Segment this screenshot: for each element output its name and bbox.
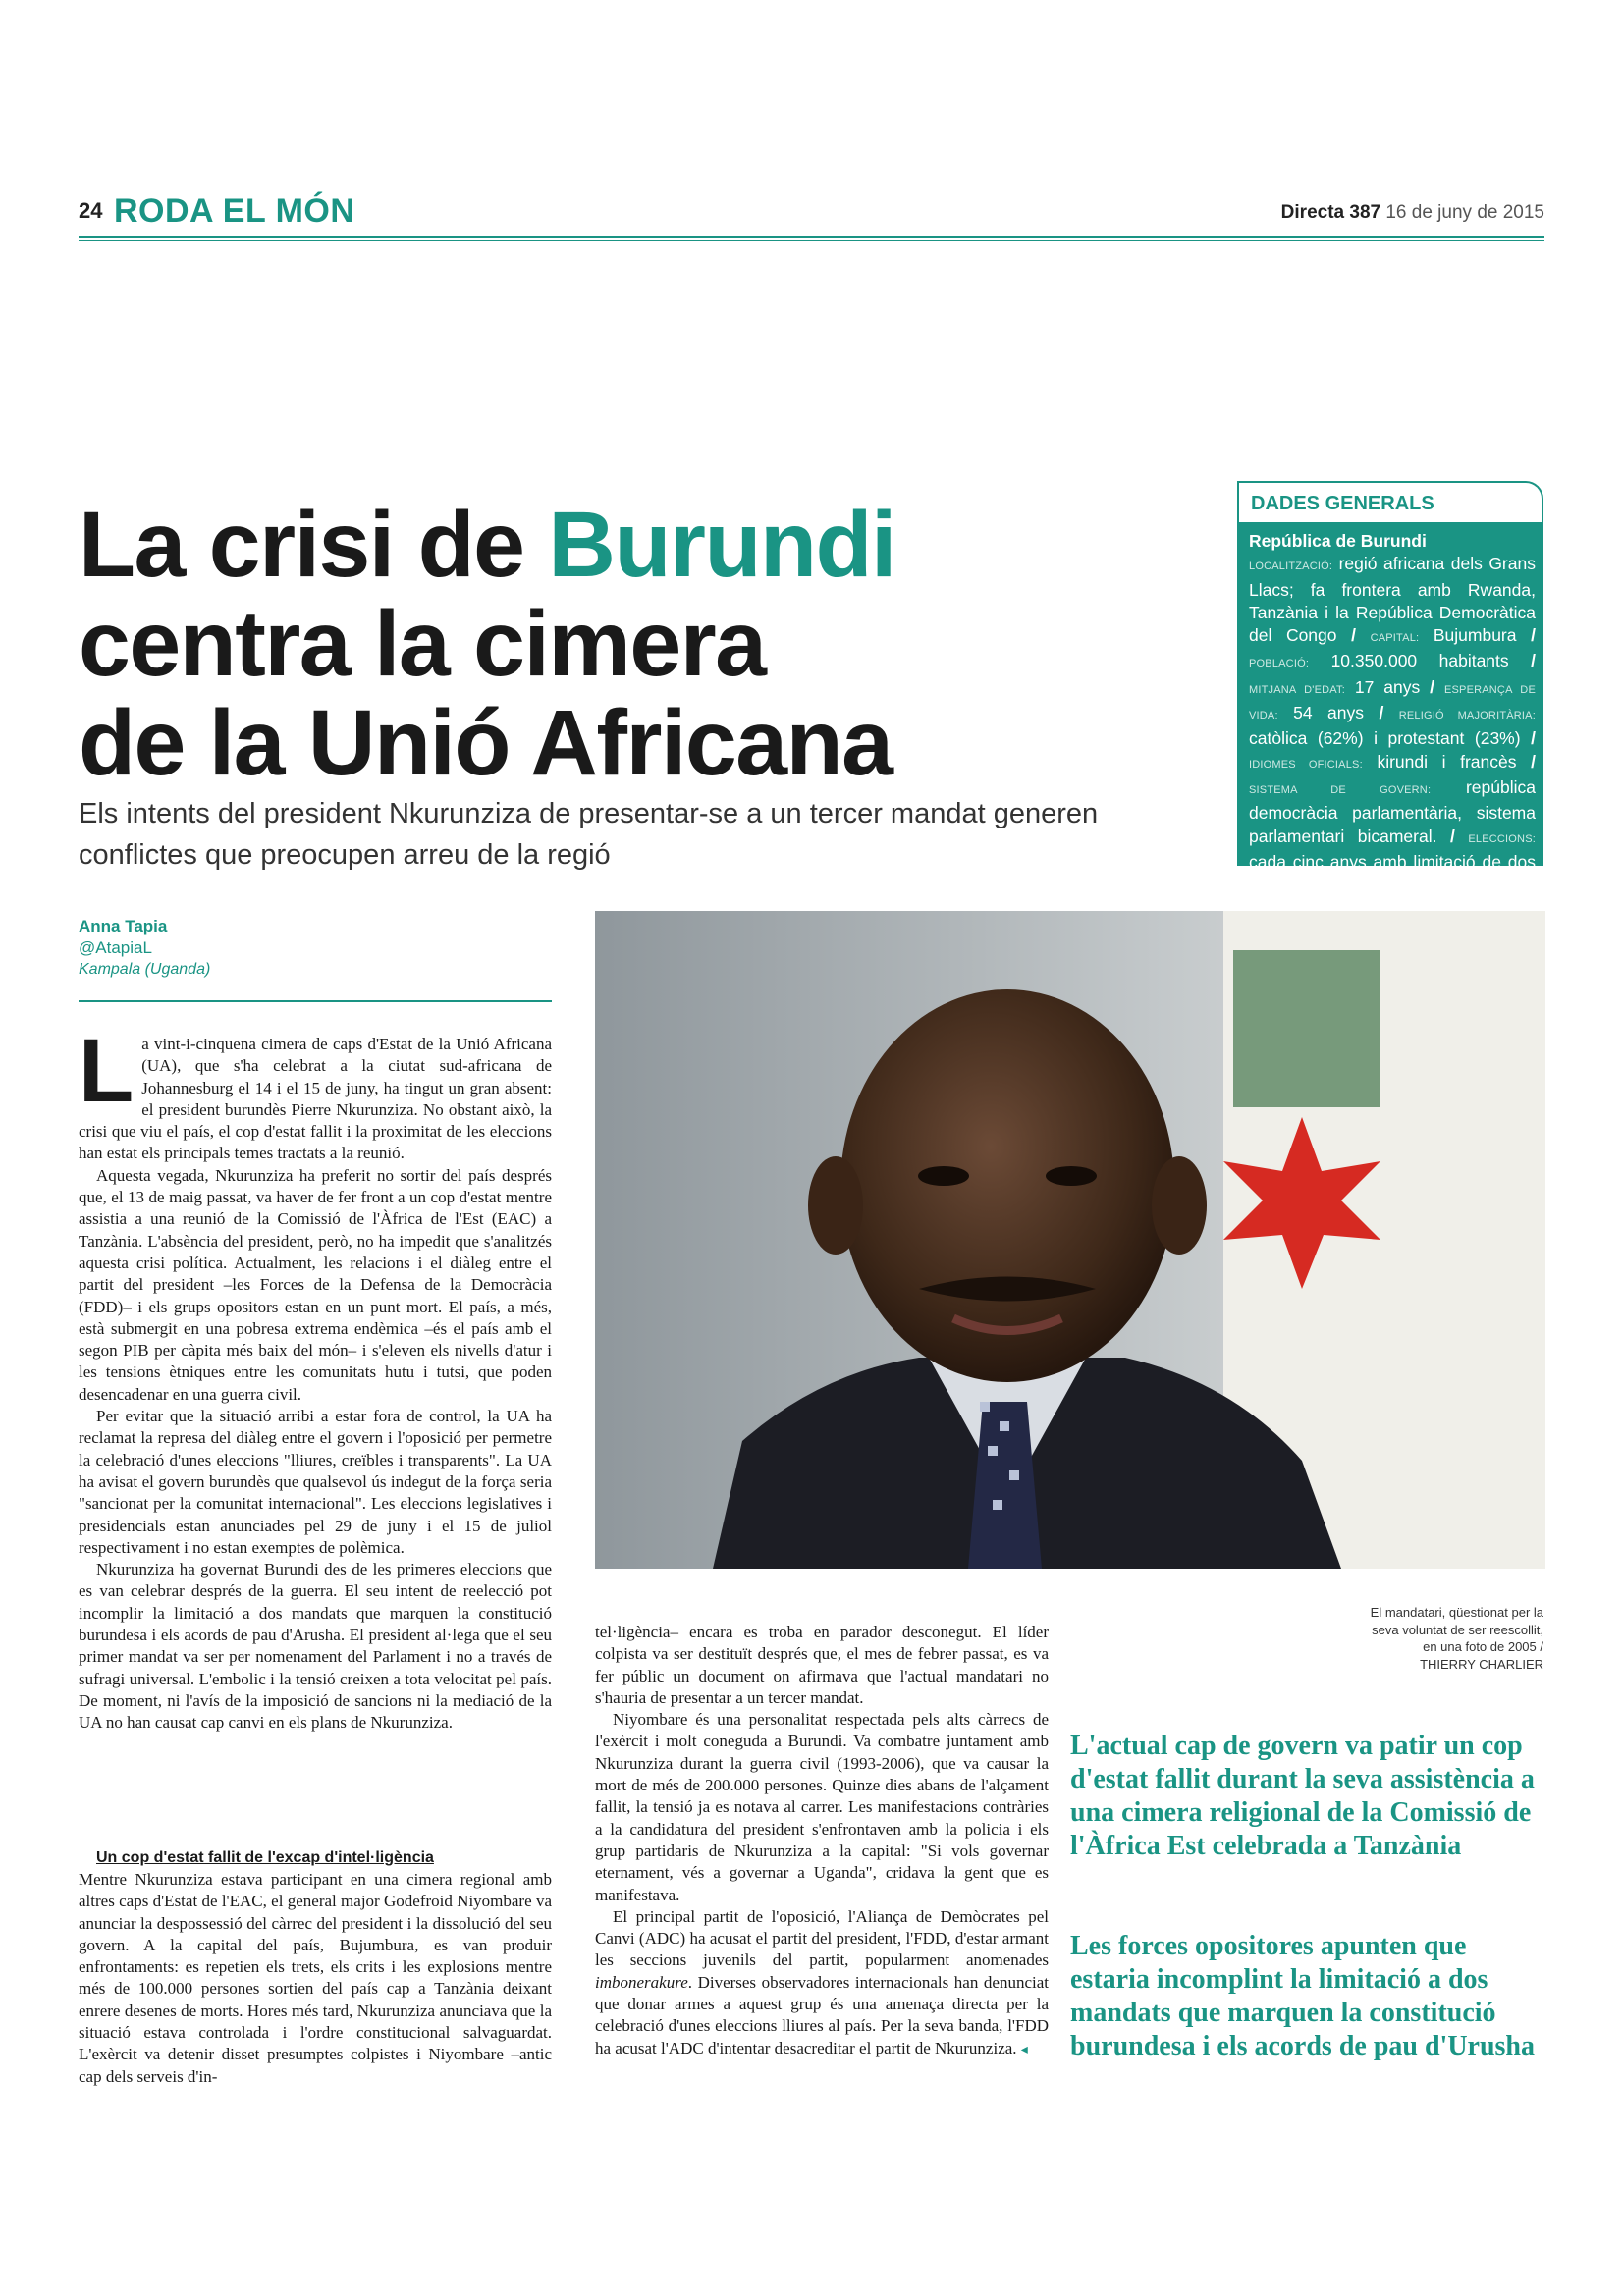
facts-title: DADES GENERALS bbox=[1251, 493, 1434, 514]
facts-country: República de Burundi bbox=[1249, 531, 1427, 551]
standfirst: Els intents del president Nkurunziza de presentar-se a un tercer mandat generen conflictes que preocupen arreu de la regió bbox=[79, 798, 1099, 871]
body-column-1-lower bbox=[79, 1847, 552, 2088]
body-paragraph: Per evitar que la situació arribi a estar fora de control, la UA ha reclamat la represa del diàleg entre el govern i l'oposició per permetre la celebració d'unes eleccions "lliures, creïbles i transparents". La UA ha avisat el govern burundès que qualsevol ús indegut de la força seria "sancionat per la comunitat internacional". Les eleccions legislatives i presidencials estan anunciades pel 29 de juny i el 15 de juliol respectivament i no estan exemptes de polèmica. bbox=[79, 1407, 552, 1557]
fact-value: kirundi i francès bbox=[1377, 751, 1517, 772]
fact-label: ESPERANÇA DE VIDA: bbox=[1249, 683, 1536, 722]
pull-quote: L'actual cap de govern va patir un cop d'estat fallit durant la seva assistència a una cimera religional de la Comissió de l'Àfrica Est celebrada a Tanzània bbox=[1070, 1731, 1535, 1861]
headline bbox=[79, 493, 1188, 795]
subheading: Un cop d'estat fallit de l'excap d'intel·ligència bbox=[96, 1849, 434, 1866]
body-paragraph: Nkurunziza ha governat Burundi des de les primeres eleccions que es van celebrar després de la guerra. El seu intent de reelecció pot incomplir la limitació a dos mandats que marquen la constitució burundesa i els acords de pau d'Arusha. El president al·lega que el seu primer mandat va ser per nomenament del Parlament i no a través de sufragi universal. L'embolic i la tensió creixen a tota velocitat pel país. De moment, ni l'avís de la imposició de sancions ni la mediació de la UA no han causat cap canvi en els plans de Nkurunziza. bbox=[79, 1560, 552, 1733]
body-paragraph bbox=[595, 1906, 1049, 2061]
fact-value: 54 anys bbox=[1293, 703, 1365, 723]
header-rule bbox=[79, 236, 1544, 238]
issue-date: 16 de juny de 2015 bbox=[1385, 202, 1544, 223]
fact-value: cada cinc anys amb limitació de dos mandats consecutius. bbox=[1249, 851, 1536, 895]
fact-label: ELECCIONS: bbox=[1468, 832, 1536, 845]
drop-cap: L bbox=[79, 1021, 135, 1121]
byline-rule bbox=[79, 1000, 552, 1002]
end-mark-icon: ◂ bbox=[1020, 2042, 1028, 2057]
fact-label: SISTEMA DE GOVERN: bbox=[1249, 783, 1432, 796]
fact-value: 10.350.000 habitants bbox=[1330, 651, 1509, 671]
facts-header bbox=[1239, 483, 1542, 522]
fact-label: CAPITAL: bbox=[1370, 632, 1420, 645]
publication-name: Directa 387 bbox=[1280, 202, 1381, 223]
body-paragraph: Niyombare és una personalitat respectada pels alts càrrecs de l'exèrcit i molt coneguda a Burundi. Va combatre juntament amb Nkurunziza durant la guerra civil (1993-2006), que va causar la mort de més de 200.000 persones. Quinze dies abans de l'alçament fallit, la tensió ja es notava al carrer. Les manifestacions contràries a la candidatura del president s'enfrontaven amb la policia i els grup partidaris de Nkurunziza a la capital: "Si vols governar eternament, vés a governar a Uganda", cridava la gent que es manifestava. bbox=[595, 1710, 1049, 1904]
fact-value: catòlica (62%) i protestant (23%) bbox=[1249, 728, 1521, 749]
paragraph-text: . Diverses observadores internacionals han denunciat que donar armes a aquest grup és una amenaça directa per la celebració d'unes eleccions lliures al país. Per la seva banda, l'FDD ha acusat l'ADC d'intentar desacreditar el partit de Nkurunziza. bbox=[595, 1972, 1049, 2057]
body-paragraph: Aquesta vegada, Nkurunziza ha preferit no sortir del país després que, el 13 de maig passat, va haver de fer front a un cop d'estat mentre assistia a una reunió de la Comissió de l'Àfrica de l'Est (EAC) a Tanzània. L'absència del president, però, no ha impedit que s'analitzés aquesta crisi política. Actualment, les relacions i el diàleg entre el partit del president –les Forces de la Defensa de la Democràcia (FDD)– i els grups opositors estan en un punt mort. El país, a més, està submergit en una pobresa extrema endèmica –és el país amb el segon PIB per càpita més baix del món– i s'eleven els nivells d'atur i les tensions ètniques entre les comunitats hutu i tutsi, que poden desencadenar en una guerra civil. bbox=[79, 1165, 552, 1404]
body-paragraph: tel·ligència– encara es troba en parador desconegut. El líder colpista va ser destituït després que, el mes de febrer passat, es va fer públic un document on afirmava que l'actual mandatari no s'hauria de presentar a un tercer mandat. bbox=[595, 1623, 1049, 1707]
facts-body: República de Burundi LOCALITZACIÓ: regió africana dels Grans Llacs; fa frontera amb Rwanda, Tanzània i la República Democràtica del Congo / CAPITAL: Bujumbura / POBLACIÓ: 10.350.000 habitants / MITJANA D'EDAT: 17 anys / ESPERANÇA DE VIDA: 54 anys / RELIGIÓ MAJORITÀRIA: catòlica (62%) i protestant (23%) / IDIOMES OFICIALS: kirundi i francès / SISTEMA DE GOVERN: república democràcia parlamentària, sistema parlamentari bicameral. / ELECCIONS: cada cinc anys amb limitació de dos mandats consecutius. bbox=[1249, 531, 1536, 895]
paragraph-text: El principal partit de l'oposició, l'Aliança de Demòcrates pel Canvi (ADC) ha acusat el partit del president, l'FDD, d'estar armant les seccions juvenils del partit, popularment anomenades bbox=[595, 1906, 1049, 1970]
headline-line2: centra la cimera bbox=[79, 592, 766, 696]
headline-highlight: Burundi bbox=[548, 493, 895, 597]
fact-value: regió africana dels Grans Llacs; fa frontera amb Rwanda, Tanzània i la República Democràtica del Congo bbox=[1249, 554, 1536, 646]
page-number: 24 bbox=[79, 198, 103, 223]
headline-part1: La crisi de bbox=[79, 493, 549, 597]
header-rule-thin bbox=[79, 240, 1544, 241]
fact-label: MITJANA D'EDAT: bbox=[1249, 683, 1345, 696]
fact-value: república democràcia parlamentària, sistema parlamentari bicameral. bbox=[1249, 776, 1536, 846]
italic-term: imbonerakure bbox=[595, 1972, 688, 1992]
photo-caption: El mandatari, qüestionat per la seva voluntat de ser reescollit, en una foto de 2005 / THIERRY CHARLIER bbox=[1370, 1605, 1543, 1672]
article-photo bbox=[595, 911, 1545, 1569]
fact-value: Bujumbura bbox=[1433, 625, 1517, 646]
fact-value: 17 anys bbox=[1354, 676, 1421, 697]
author-handle[interactable]: @AtapiaL bbox=[79, 938, 152, 957]
body-paragraph: Mentre Nkurunziza estava participant en una cimera regional amb altres caps d'Estat de l'EAC, el general major Godefroid Niyombare va anunciar la despossessió del càrrec del president i la dissolució del seu govern. A la capital del país, Bujumbura, es van produir enfrontaments: es repetien els trets, els crits i les explosions mentre més de 100.000 persones sortien del país cap a Tanzània deixant enrere desenes de morts. Hores més tard, Nkurunziza anunciava que la situació estava controlada i l'ordre constitucional salvaguardat. L'exèrcit va detenir disset presumptes colpistes i Niyombare –antic cap dels serveis d'in- bbox=[79, 1870, 552, 2086]
paragraph-text: a vint-i-cinquena cimera de caps d'Estat de la Unió Africana (UA), que s'ha celebrat a la ciutat sud-africana de Johannesburg el 14 i el 15 de juny, ha tingut un gran absent: el president burundès Pierre Nkurunziza. No obstant això, la crisi que viu el país, el cop d'estat fallit i la proximitat de les eleccions han estat els principals temes tractats a la reunió. bbox=[79, 1035, 552, 1163]
byline bbox=[79, 916, 550, 981]
body-column-1 bbox=[79, 1021, 552, 1735]
author-name: Anna Tapia bbox=[79, 917, 168, 935]
fact-label: IDIOMES OFICIALS: bbox=[1249, 758, 1363, 771]
pull-quote: Les forces opositores apunten que estaria incomplint la limitació a dos mandats que marquen la constitució burundesa i els acords de pau d'Urusha bbox=[1070, 1931, 1536, 2061]
fact-label: RELIGIÓ MAJORITÀRIA: bbox=[1398, 710, 1536, 722]
section-title: RODA EL MÓN bbox=[114, 192, 355, 230]
fact-label: LOCALITZACIÓ: bbox=[1249, 561, 1333, 573]
page-header bbox=[79, 192, 1544, 234]
body-column-2 bbox=[595, 1622, 1049, 2061]
fact-label: POBLACIÓ: bbox=[1249, 658, 1310, 670]
body-paragraph bbox=[79, 1021, 552, 1165]
dateline-location: Kampala (Uganda) bbox=[79, 961, 211, 978]
facts-box bbox=[1237, 481, 1543, 895]
issue-info bbox=[1281, 202, 1544, 224]
headline-line3: de la Unió Africana bbox=[79, 691, 893, 795]
